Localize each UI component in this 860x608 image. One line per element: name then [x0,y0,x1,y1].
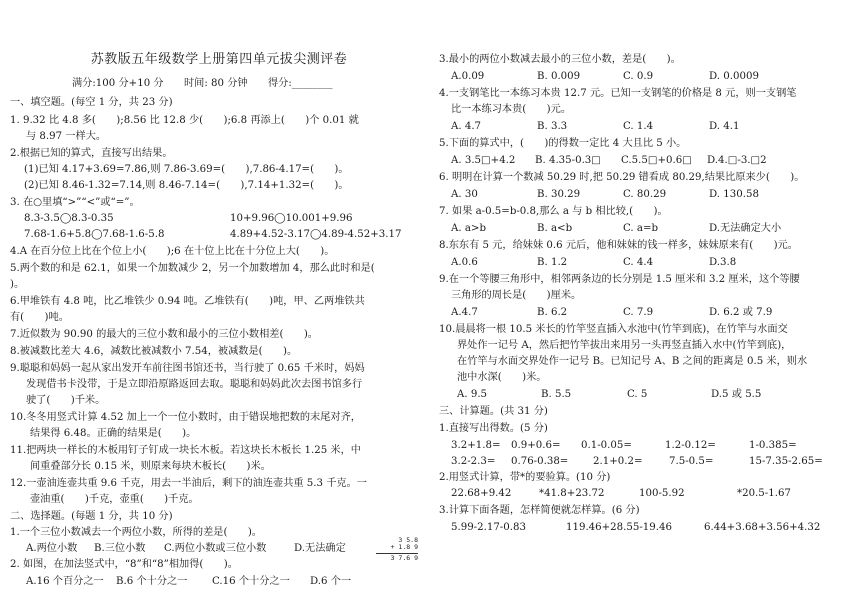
c4-options [451,121,739,133]
c10-option-c: C. 5 [627,389,648,400]
c7-text: 7. 如果 a-0.5=b-0.8,那么 a 与 b 相比较,( )。 [439,206,668,217]
q7-text: 7.近似数为 90.90 的最大的三位小数和最小的三位小数相差( )。 [10,329,318,340]
c3-option-a: A.0.09 [451,71,485,82]
c8-text: 8.东东有 5 元，给妹妹 0.6 元后，他和妹妹的钱一样多，妹妹原来有( )元。 [439,240,798,251]
k3-row [451,522,820,534]
c6-text: 6. 明明在计算一个数减 50.29 时,把 50.29 错看成 80.29,结果比原来少( )。 [439,172,805,183]
c4-option-d: D. 4.1 [709,121,740,132]
c10-line-1: 10.晨晨将一根 10.5 米长的竹竿竖直插入水池中(竹竿到底)，在竹竿与水面交 [439,324,788,335]
c1-option-a: A.两位小数 [26,543,78,554]
c6-option-d: D. 130.58 [709,189,759,200]
c1-option-b: B.三位小数 [94,543,146,554]
c8-option-b: B. 1.2 [537,257,568,268]
k1-text: 1.直接写出得数。(5 分) [439,423,548,434]
q9-line-1: 9.聪聪和妈妈一起从家出发开车前往图书馆还书，当行驶了 0.65 千米时，妈妈 [10,363,365,374]
c5-options [451,155,767,167]
c5-option-c: C.5.5□+0.6□ [621,155,692,166]
figure-addend-1: 3 5.8 [398,536,418,544]
q10-line-1: 10.冬冬用竖式计算 4.52 加上一个一位小数时，由于错误地把数的末尾对齐， [10,412,361,423]
c7-option-b: B. a<b [537,223,573,234]
q1-line-2: 与 8.97 一样大。 [26,131,107,142]
q2-text: 2.根据已知的算式，直接写出结果。 [10,148,173,159]
q3-text: 3. 在○里填“>”“<”或“=”。 [10,197,140,208]
c1-options [26,543,346,555]
c7-option-d: D.无法确定大小 [709,223,782,234]
c10-options [457,389,761,401]
q1-line-1: 1. 9.32 比 4.8 多( );8.56 比 12.8 少( );6.8 再添上( )个 0.01 就 [10,115,359,126]
c5-option-d: D.4.□-3.□2 [707,155,767,166]
c4-option-c: C. 1.4 [623,121,654,132]
k2-item: *20.5-1.67 [737,488,791,499]
q6-line-2: 有( )吨。 [10,312,69,323]
k1-item: 1.2-0.12= [665,440,716,451]
q10-line-2: 结果得 6.48。正确的结果是( )。 [30,428,197,439]
c4-option-a: A. 4.7 [451,121,482,132]
c9-option-b: B. 6.2 [537,307,568,318]
k1-item: 0.1-0.05= [581,440,632,451]
c6-option-a: A. 30 [451,189,478,200]
c1-text: 1.一个三位小数减去一个两位小数，所得的差是( )。 [10,527,262,538]
q3-compare-1: 8.3-3.5◯8.3-0.35 [24,213,114,224]
q5-line-2: )。 [10,279,25,290]
figure-sum: 3 7.6 9 [390,553,418,562]
section-fill-in-heading: 一、填空题。(每空 1 分，共 23 分) [10,97,173,108]
c2-option-b: B.6 个十分之一 [116,576,188,587]
k1-item: 0.9+0.6= [511,440,561,451]
k3-item: 6.44+3.68+3.56+4.32 [704,522,821,533]
q8-text: 8.被减数比差大 4.6，减数比被减数小 7.54，被减数是( )。 [10,346,298,357]
k1-item: 15-7.35-2.65= [749,456,823,467]
c7-options [451,223,781,235]
c5-option-a: A. 3.5□+4.2 [451,155,516,166]
c9-line-1: 9.在一个等腰三角形中，相邻两条边的长分别是 1.5 厘米和 3.2 厘米，这个等腰 [439,274,800,285]
c5-option-b: B. 4.35-0.3□ [535,155,601,166]
c9-option-a: A.4.7 [451,307,478,318]
k1-item: 7.5-0.5= [669,456,714,467]
c5-text: 5.下面的算式中，( )的得数一定比 4 大且比 5 小。 [439,138,687,149]
k2-row [451,488,791,500]
page-title: 苏教版五年级数学上册第四单元拔尖测评卷 [90,52,348,67]
q3-compare-3: 7.68-1.6+5.8◯7.68-1.6-5.8 [24,229,165,240]
q5-line-1: 5.两个数的和是 62.1，如果一个加数减少 2，另一个加数增加 4，那么此时和是( [10,263,375,274]
section-calc-heading: 三、计算题。(共 31 分) [439,406,548,417]
c3-options [451,71,759,83]
k1-item: 2.1+0.2= [593,456,643,467]
k2-text: 2.用竖式计算，带*的要验算。(10 分) [439,472,611,483]
c10-line-2: 界处作一记号 A，然后把竹竿拔出来用另一头再竖直插入水中(竹竿到底)， [457,340,792,351]
k2-item: 100-5.92 [639,488,685,499]
exam-meta: 满分:100 分+10 分 时间: 80 分钟 得分:________ [72,78,333,89]
c2-text: 2. 如图，在加法竖式中，“8”和“8”相加得( )。 [10,559,238,570]
vertical-addition-figure [376,537,418,562]
c6-options [451,189,759,201]
q3-compare-4: 4.89+4.52-3.17◯4.89-4.52+3.17 [230,229,402,240]
c4-option-b: B. 3.3 [537,121,568,132]
c4-line-2: 比一本练习本贵( )元。 [451,104,572,115]
q2-part-1: (1)已知 4.17+3.69=7.86,则 7.86-3.69=( ),7.86-4.17=( )。 [24,164,349,175]
c3-option-c: C. 0.9 [623,71,654,82]
c3-option-d: D. 0.0009 [709,71,759,82]
c10-line-4: 池中水深( )米。 [457,372,547,383]
k2-item: 22.68+9.42 [451,488,512,499]
k3-item: 119.46+28.55-19.46 [566,522,672,533]
c2-options [26,576,351,588]
k3-item: 5.99-2.17-0.83 [451,522,526,533]
q6-line-1: 6.甲堆铁有 4.8 吨，比乙堆铁少 0.94 吨。乙堆铁有( )吨，甲、乙两堆铁共 [10,296,365,307]
k1-item: 3.2-2.3= [451,456,496,467]
q9-line-3: 驶了( )千米。 [26,395,106,406]
section-choice-heading: 二、选择题。(每题 1 分，共 10 分) [10,511,173,522]
c10-line-3: 在竹竿与水面交界处作一记号 B。已知记号 A、B 之间的距离是 0.5 米，则水 [457,356,808,367]
q11-line-2: 间重叠部分长 0.15 米，则原来每块木板长( )米。 [30,461,271,472]
c9-option-c: C. 7.9 [623,307,654,318]
c1-option-c: C.两位小数或三位小数 [164,543,267,554]
k2-item: *41.8+23.72 [539,488,605,499]
c10-option-d: D.5 或 5.5 [711,389,762,400]
c9-options [451,307,772,319]
q12-line-1: 12.一壶油连壶共重 9.6 千克，用去一半油后，剩下的油连壶共重 5.3 千克。一 [10,478,367,489]
c10-option-b: B. 5.5 [541,389,572,400]
k1-item: 0.76-0.38= [511,456,569,467]
k1-item: 1-0.385= [749,440,797,451]
q12-line-2: 壶油重( )千克，壶重( )千克。 [30,494,199,505]
q4-text: 4.A 在百分位上比在个位上小( );6 在十位上比在十分位上大( )。 [10,246,335,257]
q3-compare-2: 10+9.96◯10.001+9.96 [230,213,353,224]
c8-option-c: C. 4.4 [623,257,654,268]
k3-text: 3.计算下面各题，怎样简便就怎样算。(6 分) [439,505,640,516]
c3-text: 3.最小的两位小数减去最小的三位小数，差是( )。 [439,54,681,65]
q11-line-1: 11.把两块一样长的木板用钉子钉成一块长木板。若这块长木板长 1.25 米，中 [10,445,361,456]
c4-line-1: 4.一支钢笔比一本练习本贵 12.7 元。已知一支钢笔的价格是 8 元，则一支钢笔 [439,88,797,99]
c6-option-c: C. 80.29 [623,189,667,200]
c6-option-b: B. 30.29 [537,189,581,200]
c8-options [451,257,736,269]
c2-option-a: A.16 个百分之一 [26,576,104,587]
c10-option-a: A. 9.5 [457,389,488,400]
k1-row-2 [451,456,823,468]
c7-option-c: C. a=b [623,223,659,234]
c9-option-d: D. 6.2 或 7.9 [709,307,773,318]
q2-part-2: (2)已知 8.46-1.32=7.14,则 8.46-7.14=( ),7.14+1.32=( )。 [24,180,349,191]
c3-option-b: B. 0.009 [537,71,581,82]
c8-option-a: A.0.6 [451,257,478,268]
c7-option-a: A. a>b [451,223,486,234]
c9-line-2: 三角形的周长是( )厘米。 [451,290,582,301]
k1-row-1 [451,440,797,452]
c8-option-d: D.3.8 [709,257,737,268]
k1-item: 3.2+1.8= [451,440,501,451]
q9-line-2: 发现借书卡没带，于是立即沿原路返回去取。聪聪和妈妈此次去图书馆多行 [26,379,363,390]
c1-option-d: D.无法确定 [294,543,346,554]
figure-addend-2: + 1.8 9 [390,543,418,552]
c2-option-d: D.6 个一 [310,576,352,587]
c2-option-c: C.16 个十分之一 [212,576,290,587]
